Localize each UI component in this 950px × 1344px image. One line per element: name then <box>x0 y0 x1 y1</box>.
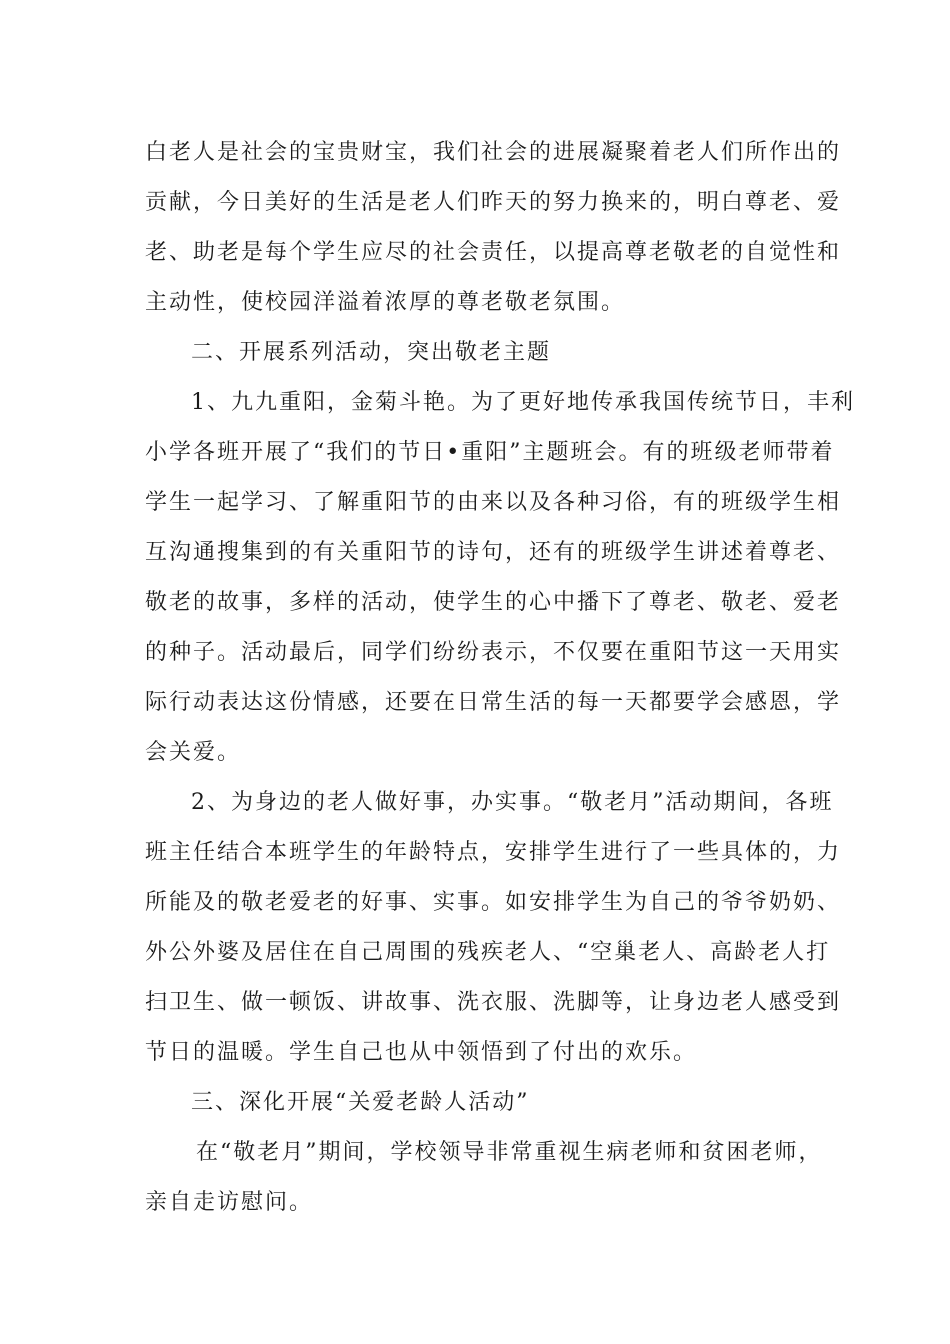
paragraph-line: 贡献，今日美好的生活是老人们昨天的努力换来的，明白尊老、爱 <box>145 190 842 215</box>
paragraph-line: 亲自走访慰问。 <box>145 1190 314 1215</box>
paragraph-line: 学生一起学习、了解重阳节的由来以及各种习俗，有的班级学生相 <box>145 490 842 515</box>
section-heading: 二、开展系列活动，突出敬老主题 <box>191 340 552 365</box>
paragraph-line: 在“敬老月”期间，学校领导非常重视生病老师和贫困老师， <box>196 1140 823 1165</box>
paragraph-line: 节日的温暖。学生自己也从中领悟到了付出的欢乐。 <box>145 1040 698 1065</box>
paragraph-line: 主动性，使校园洋溢着浓厚的尊老敬老氛围。 <box>145 290 626 315</box>
paragraph-line: 外公外婆及居住在自己周围的残疾老人、“空巢老人、高龄老人打 <box>145 940 831 965</box>
paragraph-line: 小学各班开展了“我们的节日•重阳”主题班会。有的班级老师带着 <box>145 440 835 465</box>
paragraph-line: 敬老的故事，多样的活动，使学生的心中播下了尊老、敬老、爱老 <box>145 590 842 615</box>
paragraph-line: 扫卫生、做一顿饭、讲故事、洗衣服、洗脚等，让身边老人感受到 <box>145 990 842 1015</box>
paragraph-line: 所能及的敬老爱老的好事、实事。如安排学生为自己的爷爷奶奶、 <box>145 890 842 915</box>
paragraph-line: 会关爱。 <box>145 740 242 765</box>
paragraph-line: 际行动表达这份情感，还要在日常生活的每一天都要学会感恩，学 <box>145 690 842 715</box>
section-heading: 三、深化开展“关爱老龄人活动” <box>191 1090 530 1115</box>
paragraph-line: 老、助老是每个学生应尽的社会责任，以提高尊老敬老的自觉性和 <box>145 240 842 265</box>
paragraph-line: 的种子。活动最后，同学们纷纷表示，不仅要在重阳节这一天用实 <box>145 640 842 665</box>
paragraph-line: 白老人是社会的宝贵财宝，我们社会的进展凝聚着老人们所作出的 <box>145 140 842 165</box>
paragraph-line: 互沟通搜集到的有关重阳节的诗句，还有的班级学生讲述着尊老、 <box>145 540 842 565</box>
paragraph-line: 2、为身边的老人做好事，办实事。“敬老月”活动期间，各班 <box>191 790 834 815</box>
paragraph-line: 班主任结合本班学生的年龄特点，安排学生进行了一些具体的，力 <box>145 840 842 865</box>
paragraph-line: 1、九九重阳，金菊斗艳。为了更好地传承我国传统节日，丰利 <box>191 390 855 415</box>
